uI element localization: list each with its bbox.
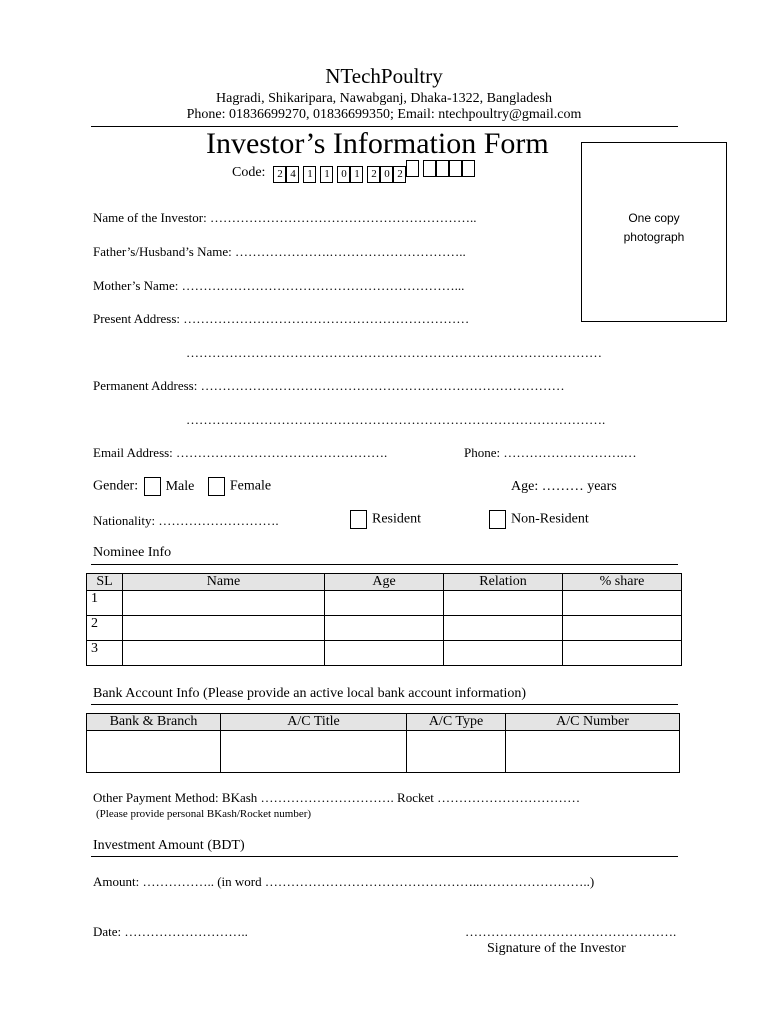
form-title: Investor’s Information Form (206, 127, 549, 160)
code-digit[interactable]: 2 (273, 166, 286, 183)
resident-label: Resident (372, 511, 421, 527)
code-label: Code: (232, 165, 266, 181)
table-row (87, 616, 682, 641)
bank-col-type: A/C Type (407, 714, 506, 731)
bank-heading: Bank Account Info (Please provide an active local bank account information) (93, 686, 527, 701)
email-field[interactable]: Email Address: …………………………………………. (93, 445, 388, 460)
bank-col-title: A/C Title (221, 714, 407, 731)
nominee-divider (91, 564, 678, 565)
bank-type-cell[interactable] (407, 731, 506, 773)
code-digit[interactable] (436, 160, 449, 177)
permanent-address-line2[interactable]: ……………………………………………………………………………………. (186, 412, 606, 427)
age-field[interactable]: Age: ……… years (511, 479, 617, 494)
code-digit[interactable] (449, 160, 462, 177)
nationality-field[interactable]: Nationality: ………………………. (93, 513, 279, 528)
non-resident-option[interactable] (489, 510, 589, 529)
phone-field[interactable]: Phone: ……………………….… (464, 445, 637, 460)
code-digit[interactable]: 4 (286, 166, 299, 183)
code-digit[interactable]: 0 (380, 166, 393, 183)
gender-row (93, 477, 271, 496)
nominee-age-cell[interactable] (325, 641, 444, 666)
company-name: NTechPoultry (325, 64, 443, 88)
non-resident-label: Non-Resident (511, 511, 589, 527)
gender-label: Gender: (93, 478, 139, 494)
male-label: Male (165, 478, 195, 494)
code-digit[interactable]: 0 (337, 166, 350, 183)
non-resident-checkbox[interactable] (489, 510, 506, 529)
nominee-age-cell[interactable] (325, 591, 444, 616)
photograph-label (582, 209, 726, 247)
nominee-sl: 1 (87, 591, 123, 616)
bank-title-cell[interactable] (221, 731, 407, 773)
investor-name-field[interactable]: Name of the Investor: …………………………………………………….. (93, 210, 477, 225)
date-field[interactable]: Date: ……………………….. (93, 924, 248, 939)
company-contact: Phone: 01836699270, 01836699350; Email: ntechpoultry@gmail.com (186, 107, 582, 122)
nominee-col-age: Age (325, 574, 444, 591)
bank-header-row (87, 714, 680, 731)
mother-name-field[interactable]: Mother’s Name: ………………………………………………………... (93, 278, 465, 293)
nominee-share-cell[interactable] (563, 591, 682, 616)
photograph-label-line2: photograph (623, 230, 685, 244)
female-checkbox[interactable] (208, 477, 225, 496)
code-row (232, 160, 475, 183)
nominee-heading: Nominee Info (93, 545, 172, 560)
permanent-address-field[interactable]: Permanent Address: ………………………………………………………………………… (93, 378, 565, 393)
nominee-age-cell[interactable] (325, 616, 444, 641)
present-address-line2[interactable]: …………………………………………………………………………………… (186, 345, 602, 360)
code-digit[interactable]: 2 (367, 166, 380, 183)
table-row (87, 731, 680, 773)
code-digit[interactable] (406, 160, 419, 177)
code-digit[interactable] (423, 160, 436, 177)
payment-note: (Please provide personal BKash/Rocket number) (96, 808, 312, 820)
nominee-relation-cell[interactable] (444, 616, 563, 641)
amount-field[interactable]: Amount: …………….. (in word …………………………………………..……………………..) (93, 874, 595, 889)
bank-branch-cell[interactable] (87, 731, 221, 773)
code-digit[interactable]: 2 (393, 166, 406, 183)
table-row (87, 641, 682, 666)
nominee-share-cell[interactable] (563, 641, 682, 666)
signature-line[interactable]: …………………………………………. (465, 924, 677, 939)
female-label: Female (229, 478, 272, 494)
nominee-name-cell[interactable] (123, 616, 325, 641)
bank-table (86, 713, 680, 773)
male-checkbox[interactable] (144, 477, 161, 496)
photograph-box[interactable] (581, 142, 727, 322)
photograph-label-line1: One copy (628, 211, 680, 225)
present-address-field[interactable]: Present Address: ………………………………………………………… (93, 311, 470, 326)
resident-option[interactable] (350, 510, 421, 529)
investment-divider (91, 856, 678, 857)
bank-col-number: A/C Number (506, 714, 680, 731)
nominee-name-cell[interactable] (123, 591, 325, 616)
other-payment-field[interactable]: Other Payment Method: BKash …………………………. Rocket …………………………… (93, 790, 581, 805)
father-name-field[interactable]: Father’s/Husband’s Name: ………………….………………………….. (93, 244, 466, 259)
bank-number-cell[interactable] (506, 731, 680, 773)
nominee-header-row (87, 574, 682, 591)
nominee-sl: 2 (87, 616, 123, 641)
table-row (87, 591, 682, 616)
code-digit[interactable]: 1 (303, 166, 316, 183)
code-digit[interactable] (462, 160, 475, 177)
nominee-relation-cell[interactable] (444, 641, 563, 666)
nominee-sl: 3 (87, 641, 123, 666)
company-address: Hagradi, Shikaripara, Nawabganj, Dhaka-1322, Bangladesh (216, 91, 552, 106)
bank-divider (91, 704, 678, 705)
nominee-share-cell[interactable] (563, 616, 682, 641)
nominee-col-share: % share (563, 574, 682, 591)
nominee-col-relation: Relation (444, 574, 563, 591)
code-digit[interactable]: 1 (350, 166, 363, 183)
resident-checkbox[interactable] (350, 510, 367, 529)
nominee-table (86, 573, 682, 666)
code-digit[interactable]: 1 (320, 166, 333, 183)
nominee-col-name: Name (123, 574, 325, 591)
nominee-name-cell[interactable] (123, 641, 325, 666)
bank-col-branch: Bank & Branch (87, 714, 221, 731)
signature-label: Signature of the Investor (487, 941, 626, 956)
investment-heading: Investment Amount (BDT) (93, 838, 245, 853)
nominee-relation-cell[interactable] (444, 591, 563, 616)
nominee-col-sl: SL (87, 574, 123, 591)
